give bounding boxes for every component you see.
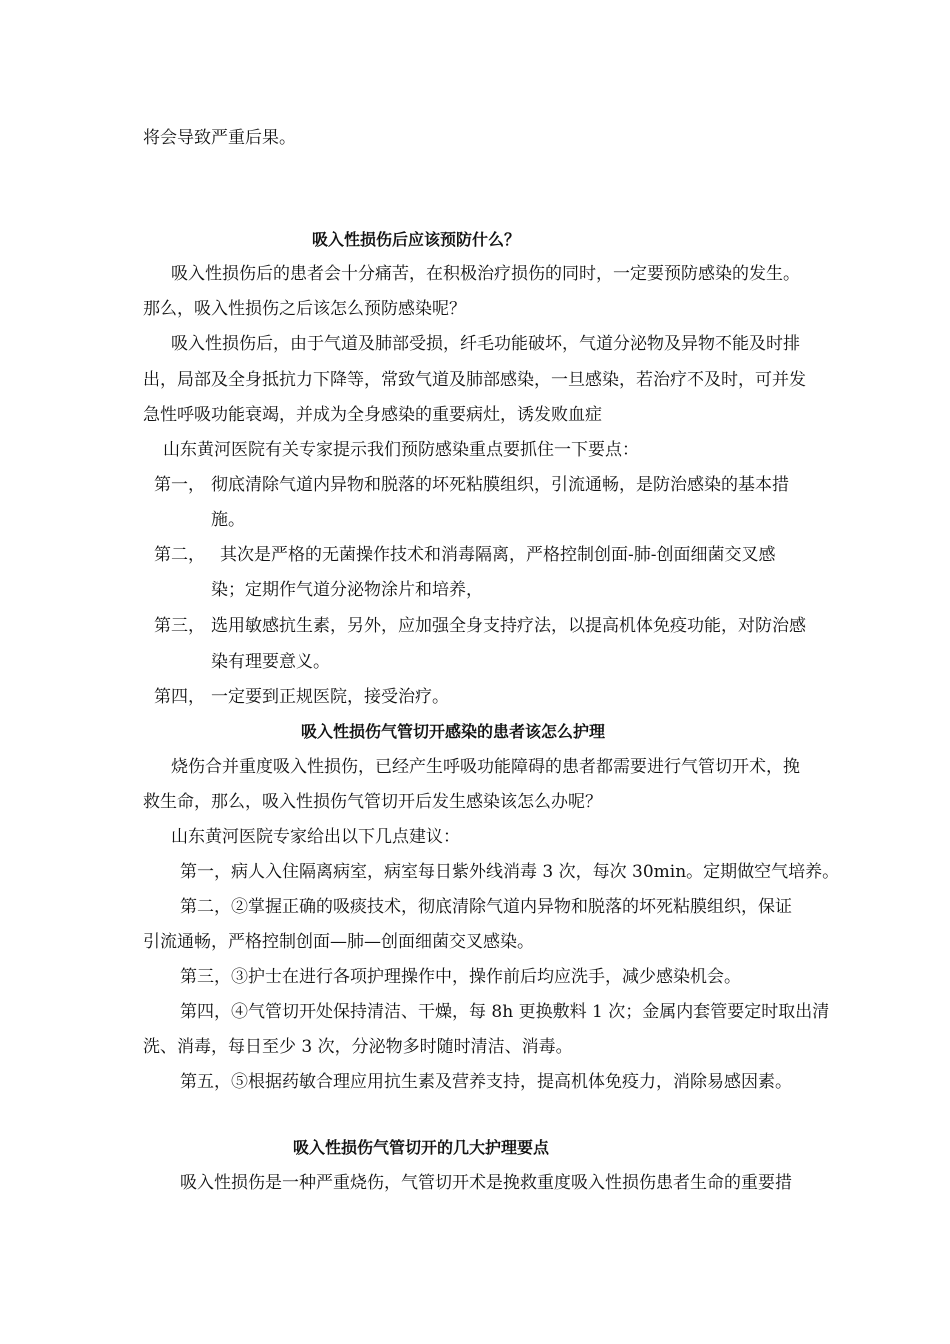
list-item-line1: 一定要到正规医院，接受治疗。 xyxy=(211,687,449,707)
list-item-label: 第四， xyxy=(154,687,205,707)
list-item-line1: 其次是严格的无菌操作技术和消毒隔离，严格控制创面-肺-创面细菌交叉感 xyxy=(220,545,776,565)
section1-p2-line1: 吸入性损伤后，由于气道及肺部受损，纤毛功能破坏，气道分泌物及异物不能及时排 xyxy=(171,334,800,354)
section2-step3: 第三，③护士在进行各项护理操作中，操作前后均应洗手，减少感染机会。 xyxy=(180,967,741,987)
section2-p2: 山东黄河医院专家给出以下几点建议： xyxy=(171,827,460,847)
list-item-label: 第三， xyxy=(154,616,205,636)
section2-step4-line2: 洗、消毒，每日至少 3 次，分泌物多时随时清洁、消毒。 xyxy=(143,1037,573,1057)
section2-step1: 第一，病人入住隔离病室，病室每日紫外线消毒 3 次，每次 30min。定期做空气培养。 xyxy=(180,862,840,882)
section1-p2-line2: 出，局部及全身抵抗力下降等，常致气道及肺部感染，一旦感染，若治疗不及时，可并发 xyxy=(143,370,806,390)
section2-p1-line2: 救生命，那么，吸入性损伤气管切开后发生感染该怎么办呢？ xyxy=(143,792,602,812)
section2-step2-line2: 引流通畅，严格控制创面—肺—创面细菌交叉感染。 xyxy=(143,932,534,952)
list-item-label: 第二， xyxy=(154,545,205,565)
section2-p1-line1: 烧伤合并重度吸入性损伤，已经产生呼吸功能障碍的患者都需要进行气管切开术，挽 xyxy=(171,757,800,777)
section3-p1-line1: 吸入性损伤是一种严重烧伤，气管切开术是挽救重度吸入性损伤患者生命的重要措 xyxy=(180,1173,792,1193)
section1-p1-line1: 吸入性损伤后的患者会十分痛苦，在积极治疗损伤的同时，一定要预防感染的发生。 xyxy=(171,264,800,284)
list-item-label: 第一， xyxy=(154,475,205,495)
section2-title: 吸入性损伤气管切开感染的患者该怎么护理 xyxy=(301,722,606,741)
list-item-line1: 彻底清除气道内异物和脱落的坏死粘膜组织，引流通畅，是防治感染的基本措 xyxy=(211,475,789,495)
list-item-line2: 施。 xyxy=(211,510,245,530)
section2-step5: 第五，⑤根据药敏合理应用抗生素及营养支持，提高机体免疫力，消除易感因素。 xyxy=(180,1072,792,1092)
section2-step4-line1: 第四，④气管切开处保持清洁、干燥，每 8h 更换敷料 1 次；金属内套管要定时取出清 xyxy=(180,1002,830,1022)
section1-p2-line3: 急性呼吸功能衰竭，并成为全身感染的重要病灶，诱发败血症 xyxy=(143,405,602,425)
list-item-line2: 染有理要意义。 xyxy=(211,652,330,672)
section1-p1-line2: 那么，吸入性损伤之后该怎么预防感染呢？ xyxy=(143,299,466,319)
list-item-line2: 染；定期作气道分泌物涂片和培养， xyxy=(211,580,483,600)
section3-title: 吸入性损伤气管切开的几大护理要点 xyxy=(293,1138,550,1157)
intro-tail: 将会导致严重后果。 xyxy=(143,128,296,148)
section1-title: 吸入性损伤后应该预防什么？ xyxy=(312,230,521,249)
section1-p3: 山东黄河医院有关专家提示我们预防感染重点要抓住一下要点： xyxy=(163,440,639,460)
list-item-line1: 选用敏感抗生素，另外，应加强全身支持疗法，以提高机体免疫功能，对防治感 xyxy=(211,616,806,636)
section2-step2-line1: 第二，②掌握正确的吸痰技术，彻底清除气道内异物和脱落的坏死粘膜组织，保证 xyxy=(180,897,792,917)
